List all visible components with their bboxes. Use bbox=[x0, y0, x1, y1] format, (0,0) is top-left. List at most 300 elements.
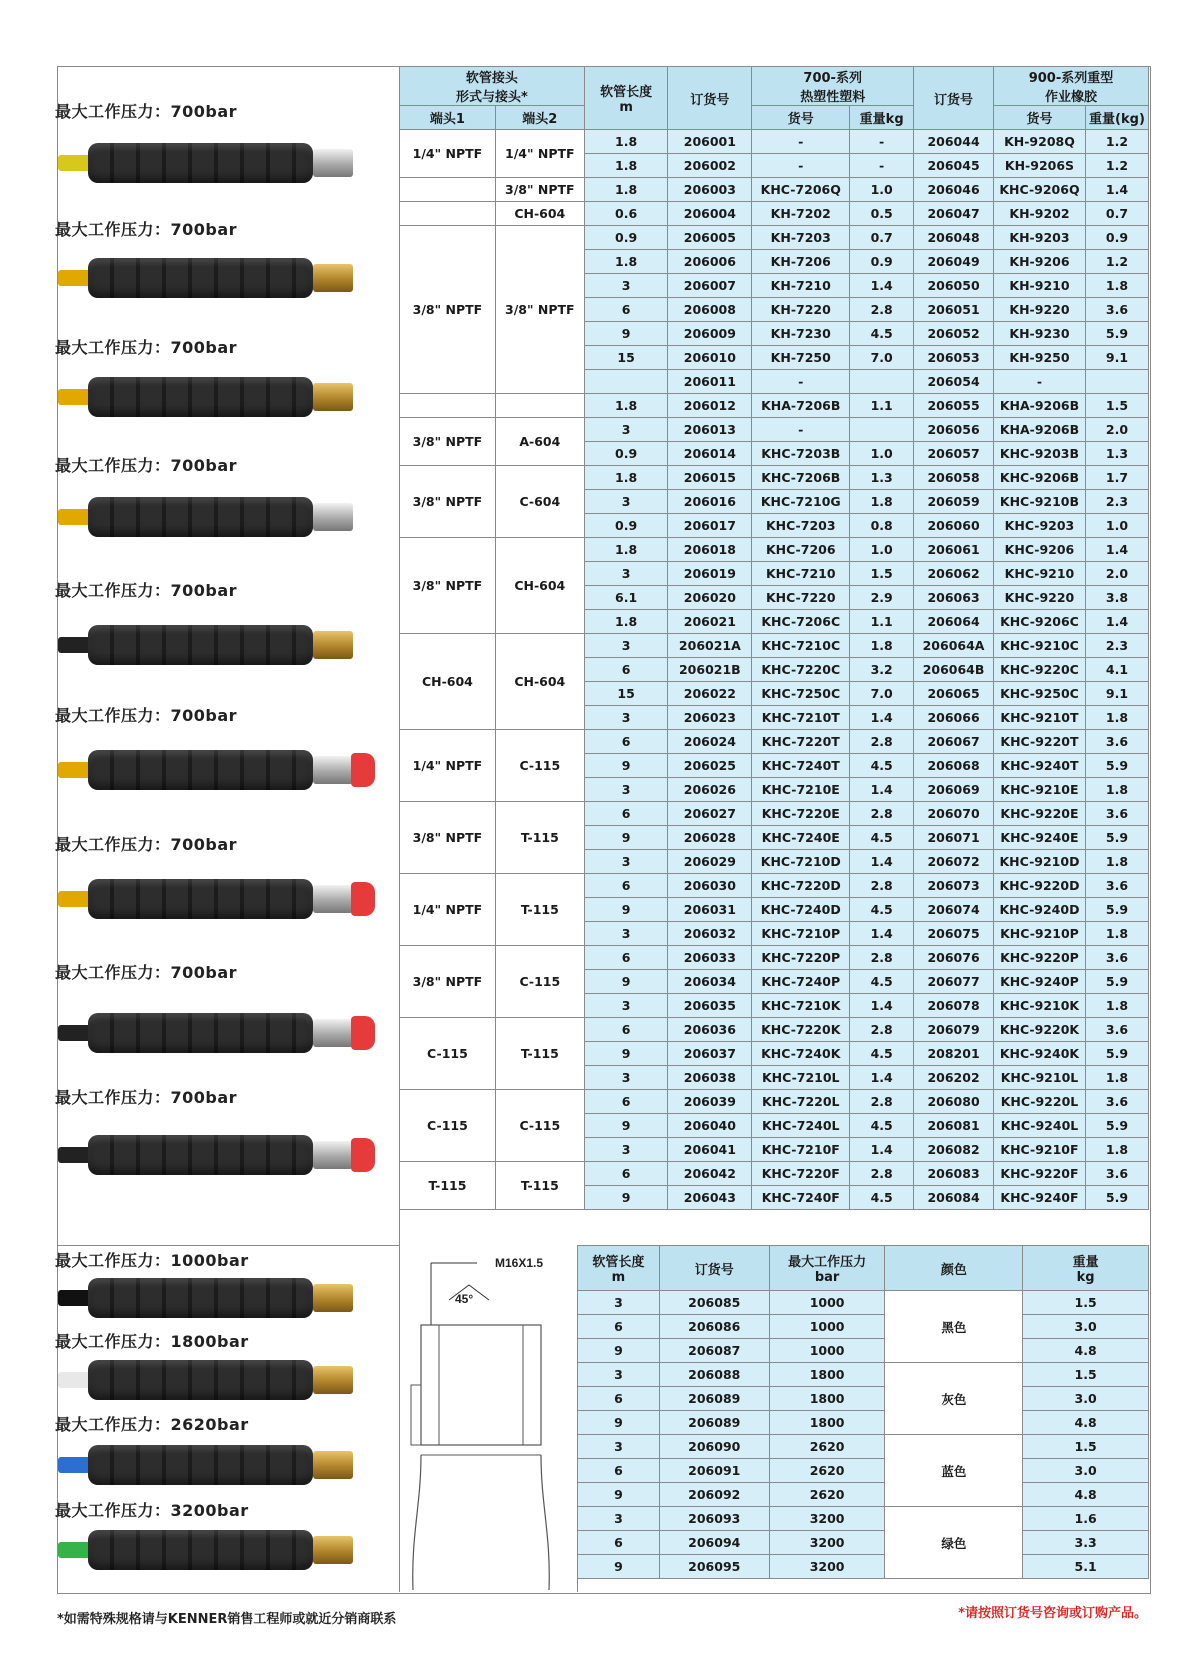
pressure-label-700-4: 最大工作压力：700bar bbox=[55, 456, 238, 475]
table-row bbox=[400, 802, 1149, 826]
part-no-900-cell: KHC-9240K bbox=[994, 1042, 1086, 1066]
hp-order-cell: 206093 bbox=[659, 1507, 769, 1531]
order-no-900-cell: 206070 bbox=[914, 802, 994, 826]
order-no-700-cell: 206041 bbox=[668, 1138, 752, 1162]
part-no-900-cell: KHC-9240D bbox=[994, 898, 1086, 922]
weight-900-cell: 2.0 bbox=[1085, 418, 1148, 442]
end1-cell: 3/8" NPTF bbox=[400, 802, 496, 874]
hp-order-cell: 206089 bbox=[659, 1411, 769, 1435]
hose-image-8 bbox=[58, 1008, 378, 1058]
order-no-700-cell: 206033 bbox=[668, 946, 752, 970]
weight-700-cell: 1.4 bbox=[850, 850, 914, 874]
pressure-label-1800: 最大工作压力：1800bar bbox=[55, 1332, 249, 1351]
order-no-700-cell: 206032 bbox=[668, 922, 752, 946]
hose-image-2620 bbox=[58, 1440, 378, 1490]
length-cell: 6 bbox=[584, 946, 668, 970]
end1-cell bbox=[400, 202, 496, 226]
order-no-700-cell: 206005 bbox=[668, 226, 752, 250]
footer-note: *如需特殊规格请与KENNER销售工程师或就近分销商联系 bbox=[57, 1612, 397, 1627]
hp-weight-cell: 3.0 bbox=[1023, 1387, 1149, 1411]
weight-700-cell: 4.5 bbox=[850, 970, 914, 994]
weight-900-cell: 4.1 bbox=[1085, 658, 1148, 682]
part-no-700-cell: KHC-7240L bbox=[752, 1114, 850, 1138]
order-no-700-cell: 206043 bbox=[668, 1186, 752, 1210]
pressure-label-700-9: 最大工作压力：700bar bbox=[55, 1088, 238, 1107]
hp-weight-cell: 3.3 bbox=[1023, 1531, 1149, 1555]
length-cell: 3 bbox=[584, 634, 668, 658]
part-no-700-cell: KHC-7220D bbox=[752, 874, 850, 898]
length-cell: 9 bbox=[584, 322, 668, 346]
part-no-700-cell: KHC-7206C bbox=[752, 610, 850, 634]
order-no-900-cell: 206071 bbox=[914, 826, 994, 850]
order-no-700-cell: 206038 bbox=[668, 1066, 752, 1090]
table-row bbox=[578, 1363, 1149, 1387]
order-no-900-cell: 206075 bbox=[914, 922, 994, 946]
order-no-700-cell: 206039 bbox=[668, 1090, 752, 1114]
weight-900-cell: 5.9 bbox=[1085, 898, 1148, 922]
hp-weight-cell: 1.5 bbox=[1023, 1435, 1149, 1459]
order-no-900-cell: 206057 bbox=[914, 442, 994, 466]
order-no-900-cell: 206073 bbox=[914, 874, 994, 898]
order-no-700-cell: 206019 bbox=[668, 562, 752, 586]
part-no-700-cell: KH-7250 bbox=[752, 346, 850, 370]
weight-900-cell: 3.6 bbox=[1085, 1018, 1148, 1042]
weight-700-cell: 4.5 bbox=[850, 826, 914, 850]
part-no-900-cell: KHC-9210D bbox=[994, 850, 1086, 874]
order-no-700-cell: 206003 bbox=[668, 178, 752, 202]
pressure-label-700-6: 最大工作压力：700bar bbox=[55, 706, 238, 725]
weight-700-cell: 4.5 bbox=[850, 1042, 914, 1066]
end2-header: 端头2 bbox=[495, 106, 584, 130]
end2-cell: A-604 bbox=[495, 418, 584, 466]
part-no-700-cell: KHC-7250C bbox=[752, 682, 850, 706]
order-no-900-cell: 206062 bbox=[914, 562, 994, 586]
part-no-900-cell: KHC-9206 bbox=[994, 538, 1086, 562]
order-no-700-cell: 206001 bbox=[668, 130, 752, 154]
order-no-900-cell: 206047 bbox=[914, 202, 994, 226]
weight-700-cell: 2.9 bbox=[850, 586, 914, 610]
weight-900-cell: 3.6 bbox=[1085, 1090, 1148, 1114]
length-cell: 9 bbox=[584, 1114, 668, 1138]
part-no-900-cell: KHC-9240T bbox=[994, 754, 1086, 778]
table-row bbox=[400, 1162, 1149, 1186]
order-no-900-cell: 206068 bbox=[914, 754, 994, 778]
pressure-label-700-2: 最大工作压力：700bar bbox=[55, 220, 238, 239]
weight-900-cell: 3.6 bbox=[1085, 1162, 1148, 1186]
part-no-700-cell: KHC-7240F bbox=[752, 1186, 850, 1210]
weight-900-cell: 9.1 bbox=[1085, 682, 1148, 706]
order-no-900-cell: 206084 bbox=[914, 1186, 994, 1210]
order-no-900-cell: 206082 bbox=[914, 1138, 994, 1162]
weight-900-cell: 3.6 bbox=[1085, 802, 1148, 826]
length-cell: 3 bbox=[584, 418, 668, 442]
order-no-700-cell: 206030 bbox=[668, 874, 752, 898]
length-cell: 15 bbox=[584, 682, 668, 706]
weight-900-cell: 1.8 bbox=[1085, 994, 1148, 1018]
order-no-700-cell: 206007 bbox=[668, 274, 752, 298]
length-cell: 1.8 bbox=[584, 538, 668, 562]
hp-pressure-cell: 2620 bbox=[769, 1483, 885, 1507]
order-no-700-cell: 206013 bbox=[668, 418, 752, 442]
table-row bbox=[578, 1387, 1149, 1411]
hp-length-cell: 6 bbox=[578, 1459, 660, 1483]
part-no-900-cell: KH-9220 bbox=[994, 298, 1086, 322]
weight-700-cell: 2.8 bbox=[850, 298, 914, 322]
order-no-900-cell: 206064B bbox=[914, 658, 994, 682]
hp-color-header: 颜色 bbox=[885, 1246, 1023, 1291]
hose-image-1 bbox=[58, 138, 378, 188]
high-pressure-table bbox=[577, 1245, 1149, 1579]
hp-pressure-cell: 1000 bbox=[769, 1291, 885, 1315]
length-cell: 3 bbox=[584, 778, 668, 802]
weight-900-cell: 2.3 bbox=[1085, 490, 1148, 514]
part-no-700-cell: KHA-7206B bbox=[752, 394, 850, 418]
order-no-900-cell: 206076 bbox=[914, 946, 994, 970]
part-no-700-cell: KHC-7220E bbox=[752, 802, 850, 826]
hp-order-cell: 206095 bbox=[659, 1555, 769, 1579]
part-no-700-cell: KHC-7220K bbox=[752, 1018, 850, 1042]
order-no-700-cell: 206036 bbox=[668, 1018, 752, 1042]
weight-700-cell: 4.5 bbox=[850, 898, 914, 922]
end1-cell: C-115 bbox=[400, 1018, 496, 1090]
weight-700-cell: 7.0 bbox=[850, 682, 914, 706]
hp-order-cell: 206089 bbox=[659, 1387, 769, 1411]
order-no-700-cell: 206034 bbox=[668, 970, 752, 994]
order-no-900-cell: 206048 bbox=[914, 226, 994, 250]
weight-700-cell: 1.4 bbox=[850, 706, 914, 730]
hose-image-5 bbox=[58, 620, 378, 670]
end2-cell: T-115 bbox=[495, 874, 584, 946]
weight-header-2: 重量(kg) bbox=[1085, 106, 1148, 130]
end2-cell: C-115 bbox=[495, 946, 584, 1018]
hose-image-4 bbox=[58, 492, 378, 542]
weight-700-cell: 1.4 bbox=[850, 1066, 914, 1090]
hp-weight-header: 重量 kg bbox=[1023, 1246, 1149, 1291]
part-no-700-cell: KHC-7210D bbox=[752, 850, 850, 874]
weight-900-cell: 3.6 bbox=[1085, 946, 1148, 970]
table-row bbox=[400, 946, 1149, 970]
hp-weight-cell: 3.0 bbox=[1023, 1459, 1149, 1483]
fitting-flange bbox=[411, 1385, 421, 1445]
length-cell: 6 bbox=[584, 298, 668, 322]
order-no-700-cell: 206035 bbox=[668, 994, 752, 1018]
order-no-900-cell: 206055 bbox=[914, 394, 994, 418]
part-no-900-cell: KHC-9206Q bbox=[994, 178, 1086, 202]
length-cell: 9 bbox=[584, 826, 668, 850]
order-no-900-cell: 206052 bbox=[914, 322, 994, 346]
part-no-900-cell: KHA-9206B bbox=[994, 418, 1086, 442]
part-no-900-cell: KH-9202 bbox=[994, 202, 1086, 226]
weight-700-cell: - bbox=[850, 130, 914, 154]
weight-700-cell: 1.4 bbox=[850, 922, 914, 946]
hp-order-cell: 206094 bbox=[659, 1531, 769, 1555]
part-no-700-cell: KH-7220 bbox=[752, 298, 850, 322]
weight-900-cell: 1.0 bbox=[1085, 514, 1148, 538]
weight-700-cell: 1.0 bbox=[850, 442, 914, 466]
order-no-700-cell: 206011 bbox=[668, 370, 752, 394]
hp-order-cell: 206085 bbox=[659, 1291, 769, 1315]
length-cell: 6 bbox=[584, 802, 668, 826]
pressure-label-2620: 最大工作压力：2620bar bbox=[55, 1415, 249, 1434]
end2-cell: 1/4" NPTF bbox=[495, 130, 584, 178]
order-no-700-cell: 206010 bbox=[668, 346, 752, 370]
length-cell: 15 bbox=[584, 346, 668, 370]
part-no-900-cell: KHA-9206B bbox=[994, 394, 1086, 418]
weight-700-cell: 3.2 bbox=[850, 658, 914, 682]
fitting-diagram bbox=[399, 1245, 578, 1592]
weight-900-cell: 1.4 bbox=[1085, 538, 1148, 562]
part-no-900-cell: KH-9230 bbox=[994, 322, 1086, 346]
weight-900-cell: 1.8 bbox=[1085, 1066, 1148, 1090]
weight-700-cell: 0.7 bbox=[850, 226, 914, 250]
length-cell: 9 bbox=[584, 1186, 668, 1210]
part-no-900-cell: KHC-9220 bbox=[994, 586, 1086, 610]
weight-700-cell: 4.5 bbox=[850, 1186, 914, 1210]
order-no-900-cell: 206081 bbox=[914, 1114, 994, 1138]
weight-900-cell: 1.3 bbox=[1085, 442, 1148, 466]
order-no-900-cell: 206061 bbox=[914, 538, 994, 562]
order-no-900-cell: 206202 bbox=[914, 1066, 994, 1090]
hp-pressure-cell: 1800 bbox=[769, 1387, 885, 1411]
weight-900-cell: 1.8 bbox=[1085, 1138, 1148, 1162]
length-cell: 1.8 bbox=[584, 154, 668, 178]
coupling-header: 软管接头 形式与接头* bbox=[400, 67, 585, 106]
order-no-900-cell: 206074 bbox=[914, 898, 994, 922]
hp-pressure-cell: 2620 bbox=[769, 1435, 885, 1459]
order-no-700-cell: 206026 bbox=[668, 778, 752, 802]
part-no-700-cell: KHC-7210C bbox=[752, 634, 850, 658]
part-no-900-cell: KH-9208Q bbox=[994, 130, 1086, 154]
length-cell: 3 bbox=[584, 274, 668, 298]
length-header: 软管长度 m bbox=[584, 67, 668, 130]
weight-700-cell: 2.8 bbox=[850, 802, 914, 826]
part-no-700-cell: - bbox=[752, 130, 850, 154]
weight-900-cell: 5.9 bbox=[1085, 826, 1148, 850]
part-no-700-cell: KHC-7206Q bbox=[752, 178, 850, 202]
part-no-700-cell: KHC-7203B bbox=[752, 442, 850, 466]
part-no-900-cell: KH-9250 bbox=[994, 346, 1086, 370]
order-no-700-cell: 206024 bbox=[668, 730, 752, 754]
end1-cell: 3/8" NPTF bbox=[400, 226, 496, 394]
end2-cell: T-115 bbox=[495, 1162, 584, 1210]
order-no-900-cell: 206051 bbox=[914, 298, 994, 322]
pressure-label-700-1: 最大工作压力：700bar bbox=[55, 102, 238, 121]
table-row bbox=[400, 1018, 1149, 1042]
order-no-700-cell: 206017 bbox=[668, 514, 752, 538]
end2-cell: T-115 bbox=[495, 1018, 584, 1090]
series700-header: 700-系列 热塑性塑料 bbox=[752, 67, 914, 106]
hp-color-cell: 绿色 bbox=[885, 1507, 1023, 1579]
hp-pressure-cell: 3200 bbox=[769, 1531, 885, 1555]
length-cell: 9 bbox=[584, 1042, 668, 1066]
part-no-700-cell: KHC-7210L bbox=[752, 1066, 850, 1090]
end2-cell: CH-604 bbox=[495, 202, 584, 226]
weight-700-cell: 2.8 bbox=[850, 730, 914, 754]
hp-order-cell: 206091 bbox=[659, 1459, 769, 1483]
weight-700-cell: 2.8 bbox=[850, 946, 914, 970]
weight-700-cell: 0.8 bbox=[850, 514, 914, 538]
end2-cell: CH-604 bbox=[495, 634, 584, 730]
order-no-700-cell: 206012 bbox=[668, 394, 752, 418]
weight-900-cell: 0.7 bbox=[1085, 202, 1148, 226]
hp-pressure-cell: 1800 bbox=[769, 1363, 885, 1387]
weight-900-cell: 2.3 bbox=[1085, 634, 1148, 658]
length-cell: 6 bbox=[584, 1162, 668, 1186]
part-no-900-cell: KHC-9220F bbox=[994, 1162, 1086, 1186]
length-cell: 3 bbox=[584, 850, 668, 874]
part-no-900-cell: KHC-9240F bbox=[994, 1186, 1086, 1210]
table-row bbox=[400, 874, 1149, 898]
part-no-700-cell: KHC-7210G bbox=[752, 490, 850, 514]
hose-image-1000 bbox=[58, 1273, 378, 1323]
part-no-700-cell: KHC-7240E bbox=[752, 826, 850, 850]
weight-900-cell: 1.2 bbox=[1085, 130, 1148, 154]
order-no-900-cell: 206046 bbox=[914, 178, 994, 202]
part-no-900-cell: KHC-9210T bbox=[994, 706, 1086, 730]
weight-700-cell: - bbox=[850, 154, 914, 178]
end2-cell bbox=[495, 394, 584, 418]
hp-pressure-cell: 3200 bbox=[769, 1555, 885, 1579]
end1-cell: T-115 bbox=[400, 1162, 496, 1210]
hp-color-cell: 蓝色 bbox=[885, 1435, 1023, 1507]
end1-cell bbox=[400, 178, 496, 202]
order-no-700-cell: 206031 bbox=[668, 898, 752, 922]
weight-900-cell: 1.8 bbox=[1085, 922, 1148, 946]
part-no-900-cell: KHC-9220D bbox=[994, 874, 1086, 898]
part-no-900-cell: KHC-9250C bbox=[994, 682, 1086, 706]
order-no-700-cell: 206021 bbox=[668, 610, 752, 634]
part-no-900-cell: KHC-9220T bbox=[994, 730, 1086, 754]
weight-700-cell: 1.5 bbox=[850, 562, 914, 586]
weight-700-cell: 2.8 bbox=[850, 874, 914, 898]
order-no-900-cell: 206059 bbox=[914, 490, 994, 514]
hp-order-cell: 206092 bbox=[659, 1483, 769, 1507]
order-no-900-cell: 208201 bbox=[914, 1042, 994, 1066]
order-no-700-cell: 206042 bbox=[668, 1162, 752, 1186]
part-no-700-cell: - bbox=[752, 154, 850, 178]
length-cell: 9 bbox=[584, 898, 668, 922]
order-no-700-cell: 206025 bbox=[668, 754, 752, 778]
pressure-label-700-8: 最大工作压力：700bar bbox=[55, 963, 238, 982]
hp-order-cell: 206090 bbox=[659, 1435, 769, 1459]
end2-cell: C-604 bbox=[495, 466, 584, 538]
part-no-header-2: 货号 bbox=[994, 106, 1086, 130]
weight-700-cell: 0.5 bbox=[850, 202, 914, 226]
part-no-900-cell: KHC-9203B bbox=[994, 442, 1086, 466]
hp-length-header: 软管长度 m bbox=[578, 1246, 660, 1291]
order-no-900-cell: 206054 bbox=[914, 370, 994, 394]
length-cell: 6 bbox=[584, 1018, 668, 1042]
part-no-900-cell: KHC-9206C bbox=[994, 610, 1086, 634]
weight-900-cell: 1.8 bbox=[1085, 778, 1148, 802]
length-cell: 0.9 bbox=[584, 514, 668, 538]
hp-weight-cell: 3.0 bbox=[1023, 1315, 1149, 1339]
weight-700-cell: 0.9 bbox=[850, 250, 914, 274]
order-no-900-cell: 206049 bbox=[914, 250, 994, 274]
end1-header: 端头1 bbox=[400, 106, 496, 130]
table-row bbox=[578, 1339, 1149, 1363]
weight-700-cell: 4.5 bbox=[850, 754, 914, 778]
table-row bbox=[578, 1291, 1149, 1315]
order-no-900-cell: 206060 bbox=[914, 514, 994, 538]
part-no-900-cell: KHC-9210F bbox=[994, 1138, 1086, 1162]
fitting-drawing bbox=[399, 1245, 577, 1592]
weight-700-cell: 1.0 bbox=[850, 178, 914, 202]
order-no-700-cell: 206002 bbox=[668, 154, 752, 178]
hp-weight-cell: 1.6 bbox=[1023, 1507, 1149, 1531]
order-no-900-cell: 206056 bbox=[914, 418, 994, 442]
weight-900-cell: 1.5 bbox=[1085, 394, 1148, 418]
part-no-700-cell: KHC-7240T bbox=[752, 754, 850, 778]
section-divider bbox=[57, 1245, 399, 1246]
order-no-900-cell: 206053 bbox=[914, 346, 994, 370]
hp-length-cell: 6 bbox=[578, 1387, 660, 1411]
order-no-900-cell: 206078 bbox=[914, 994, 994, 1018]
weight-700-cell: 1.0 bbox=[850, 538, 914, 562]
part-no-900-cell: KH-9206 bbox=[994, 250, 1086, 274]
part-no-700-cell: KH-7206 bbox=[752, 250, 850, 274]
length-cell: 1.8 bbox=[584, 130, 668, 154]
order-no-900-cell: 206050 bbox=[914, 274, 994, 298]
table-row bbox=[400, 634, 1149, 658]
table-row bbox=[400, 226, 1149, 250]
part-no-900-cell: KHC-9210 bbox=[994, 562, 1086, 586]
part-no-700-cell: KHC-7220T bbox=[752, 730, 850, 754]
table-row bbox=[400, 130, 1149, 154]
part-no-700-cell: KHC-7210 bbox=[752, 562, 850, 586]
hp-weight-cell: 4.8 bbox=[1023, 1411, 1149, 1435]
hp-length-cell: 3 bbox=[578, 1507, 660, 1531]
part-no-900-cell: KHC-9220P bbox=[994, 946, 1086, 970]
part-no-header: 货号 bbox=[752, 106, 850, 130]
order-no-700-cell: 206015 bbox=[668, 466, 752, 490]
part-no-700-cell: KHC-7210T bbox=[752, 706, 850, 730]
end2-cell: CH-604 bbox=[495, 538, 584, 634]
series900-header: 900-系列重型 作业橡胶 bbox=[994, 67, 1149, 106]
hp-order-cell: 206086 bbox=[659, 1315, 769, 1339]
hp-pressure-cell: 2620 bbox=[769, 1459, 885, 1483]
weight-900-cell: 5.9 bbox=[1085, 754, 1148, 778]
table-row bbox=[578, 1315, 1149, 1339]
end1-cell: CH-604 bbox=[400, 634, 496, 730]
length-cell: 0.9 bbox=[584, 442, 668, 466]
weight-700-cell bbox=[850, 370, 914, 394]
weight-900-cell: 1.8 bbox=[1085, 274, 1148, 298]
length-cell: 6 bbox=[584, 730, 668, 754]
part-no-700-cell: KHC-7206B bbox=[752, 466, 850, 490]
length-cell: 3 bbox=[584, 1138, 668, 1162]
part-no-700-cell: KHC-7203 bbox=[752, 514, 850, 538]
weight-900-cell: 1.8 bbox=[1085, 706, 1148, 730]
table-row bbox=[400, 730, 1149, 754]
part-no-900-cell: KH-9203 bbox=[994, 226, 1086, 250]
hp-length-cell: 9 bbox=[578, 1555, 660, 1579]
thread-size-label: M16X1.5 bbox=[495, 1256, 544, 1270]
hose-image-7 bbox=[58, 874, 378, 924]
part-no-700-cell: KHC-7220C bbox=[752, 658, 850, 682]
part-no-700-cell: KH-7210 bbox=[752, 274, 850, 298]
order-no-700-cell: 206008 bbox=[668, 298, 752, 322]
hose-image-9 bbox=[58, 1130, 378, 1180]
hp-pressure-cell: 1000 bbox=[769, 1339, 885, 1363]
part-no-700-cell: KHC-7220 bbox=[752, 586, 850, 610]
end1-cell: 3/8" NPTF bbox=[400, 418, 496, 466]
order-no-700-cell: 206037 bbox=[668, 1042, 752, 1066]
weight-700-cell: 1.3 bbox=[850, 466, 914, 490]
order-no-900-cell: 206064 bbox=[914, 610, 994, 634]
weight-900-cell bbox=[1085, 370, 1148, 394]
order-no-900-cell: 206079 bbox=[914, 1018, 994, 1042]
